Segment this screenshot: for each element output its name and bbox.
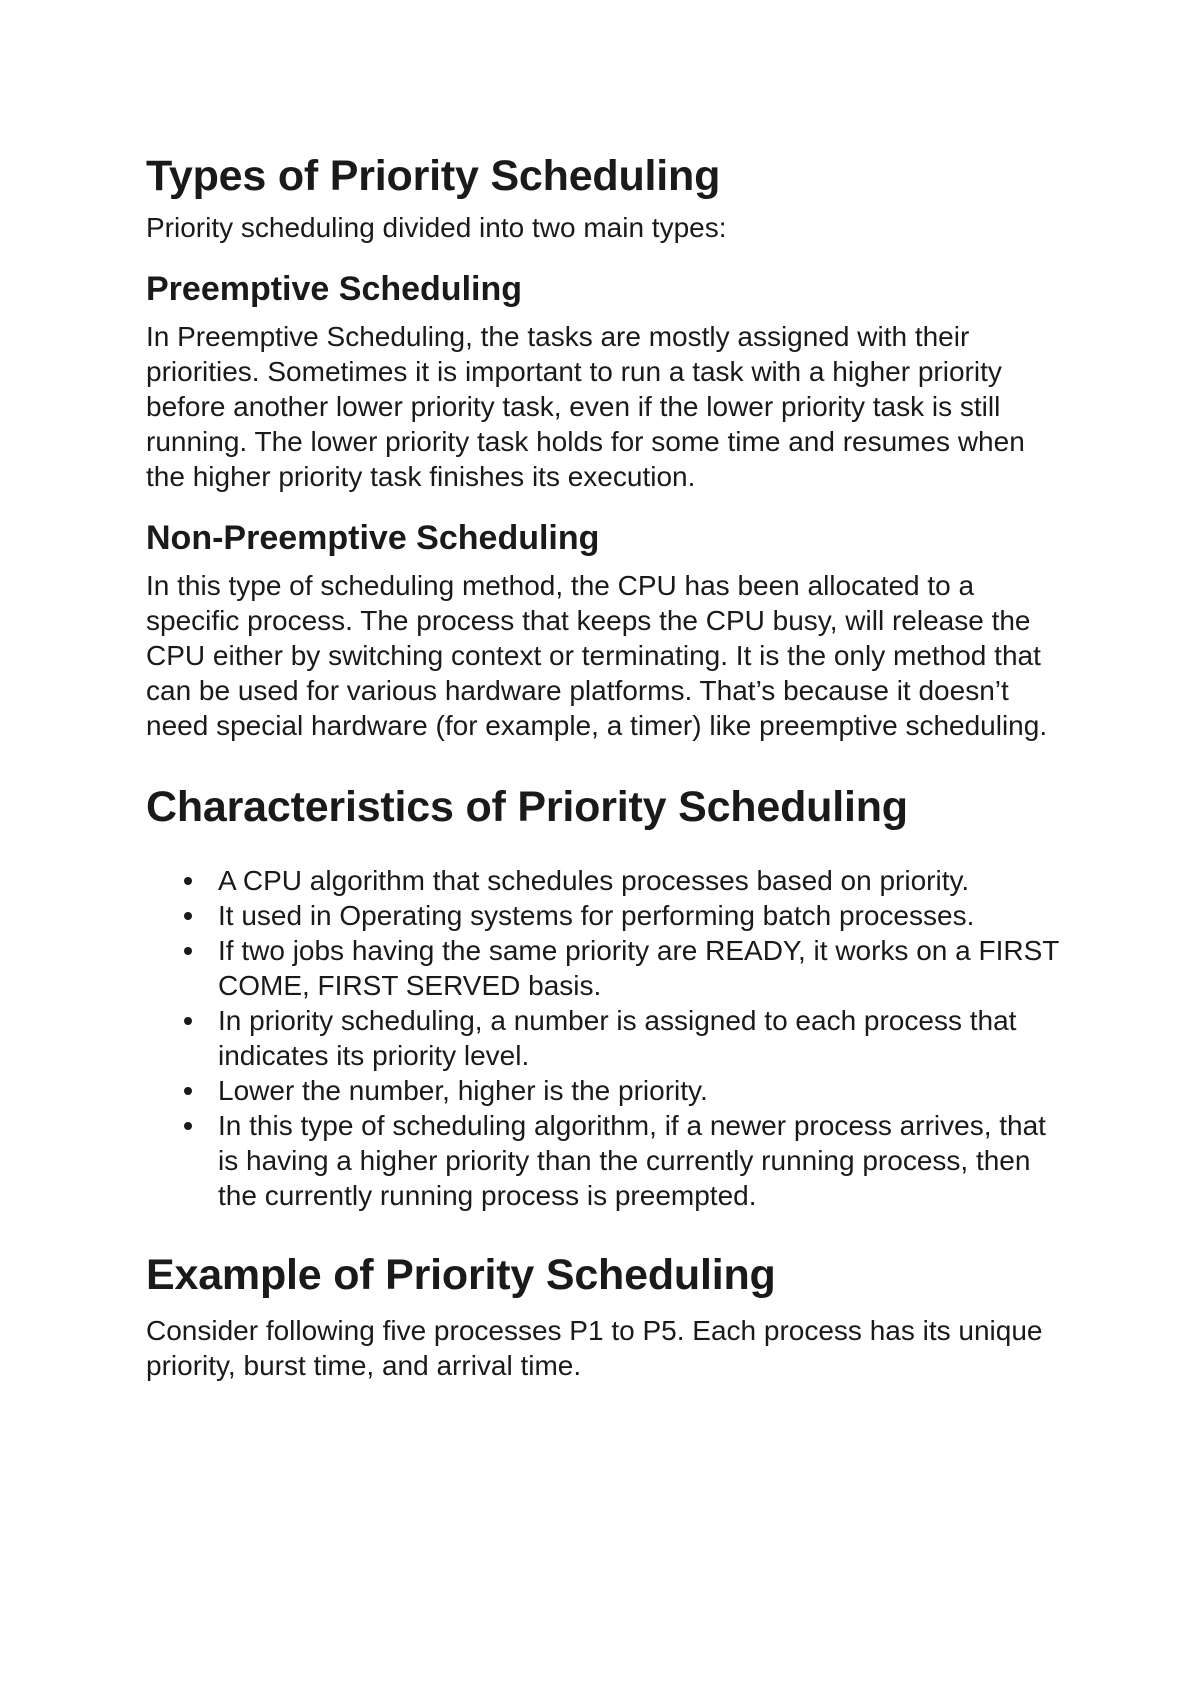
bullet-icon <box>184 877 192 885</box>
bullet-icon <box>184 947 192 955</box>
list-item-text: It used in Operating systems for performing batch processes. <box>218 899 975 931</box>
types-intro-paragraph: Priority scheduling divided into two main types: <box>146 211 727 243</box>
preemptive-paragraph: In Preemptive Scheduling, the tasks are mostly assigned with their priorities. Sometimes it is important to run a task with a higher priority before another lower priority task, even if the lower priority task is still running. The lower priority task holds for some time and resumes when the higher priority task finishes its execution. <box>146 320 1025 492</box>
non-preemptive-paragraph: In this type of scheduling method, the CPU has been allocated to a specific process. The process that keeps the CPU busy, will release the CPU either by switching context or terminating. It is the only method that can be used for various hardware platforms. That’s because it doesn’t need special hardware (for example, a timer) like preemptive scheduling. <box>146 570 1048 742</box>
list-item <box>146 1003 1066 1073</box>
list-item-text: If two jobs having the same priority are READY, it works on a FIRST COME, FIRST SERVED basis. <box>218 934 1059 1001</box>
bullet-icon <box>184 1017 192 1025</box>
characteristics-list <box>146 863 1066 1213</box>
subheading-non-preemptive: Non-Preemptive Scheduling <box>146 518 600 557</box>
section-heading-types: Types of Priority Scheduling <box>146 152 721 200</box>
example-paragraph: Consider following five processes P1 to P5. Each process has its unique priority, burst time, and arrival time. <box>146 1314 1043 1381</box>
list-item <box>146 1073 1066 1108</box>
list-item <box>146 863 1066 898</box>
list-item-text: In this type of scheduling algorithm, if a newer process arrives, that is having a higher priority than the currently running process, then the currently running process is preempted. <box>218 1109 1046 1211</box>
bullet-icon <box>184 1122 192 1130</box>
list-item <box>146 933 1066 1003</box>
subheading-preemptive: Preemptive Scheduling <box>146 269 522 308</box>
document-page <box>146 150 1066 1383</box>
list-item-text: Lower the number, higher is the priority. <box>218 1074 708 1106</box>
list-item <box>146 1108 1066 1213</box>
bullet-icon <box>184 912 192 920</box>
list-item-text: A CPU algorithm that schedules processes based on priority. <box>218 864 970 896</box>
list-item <box>146 898 1066 933</box>
list-item-text: In priority scheduling, a number is assigned to each process that indicates its priority level. <box>218 1004 1017 1071</box>
section-heading-example: Example of Priority Scheduling <box>146 1250 776 1299</box>
bullet-icon <box>184 1087 192 1095</box>
section-heading-characteristics: Characteristics of Priority Scheduling <box>146 783 908 832</box>
